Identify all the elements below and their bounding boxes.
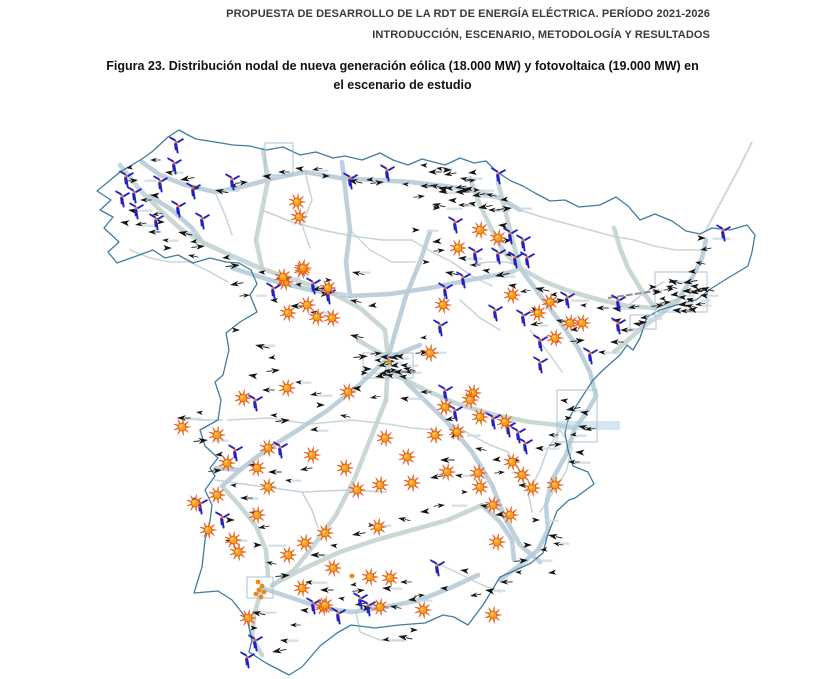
node-arrow-icon [553,541,561,547]
node-label-smudge [467,435,481,437]
node-label-smudge [415,600,433,602]
report-header-line-2: INTRODUCCIÓN, ESCENARIO, METODOLOGÍA Y RESULTADOS [372,29,710,41]
node-tail [692,306,697,307]
node-label-smudge [452,505,468,507]
node-label-smudge [577,435,587,437]
node-label-smudge [317,430,329,432]
node-label-smudge [169,240,179,242]
node-label-smudge [319,170,329,172]
figure-caption-line-2: el escenario de estudio [333,78,472,92]
node-label-smudge [389,640,405,642]
node-label-smudge [287,640,299,642]
node-label-smudge [269,176,283,178]
node-arrow-icon [548,570,557,576]
node-arrow-icon [575,449,585,456]
node-label-smudge [572,300,590,302]
node-arrow-icon [695,302,702,308]
node-label-smudge [427,230,439,232]
generation-dot [254,592,259,597]
node-label-smudge [647,318,663,320]
generation-dot [259,595,264,600]
node-label-smudge [389,588,403,590]
transmission-line [386,362,388,400]
substation-node-marker [575,449,585,456]
node-label-smudge [447,208,463,210]
node-label-smudge [317,395,333,397]
generation-dot [262,590,267,595]
node-label-smudge [302,382,312,384]
substation-node-marker [410,627,418,632]
substation-node-marker [547,532,563,541]
node-tail [238,283,244,284]
node-tail [701,303,706,304]
node-label-smudge [215,440,229,442]
node-label-smudge [269,545,287,547]
node-label-smudge [257,295,267,297]
generation-dot [260,584,265,589]
node-arrow-icon [410,627,418,632]
france-interconnection-line [706,142,752,230]
node-label-smudge [407,398,425,400]
node-arrow-icon [196,410,203,415]
node-label-smudge [465,258,483,260]
node-label-smudge [713,238,731,240]
node-label-smudge [145,180,157,182]
sun-icon [174,419,191,436]
node-label-smudge [707,295,719,297]
node-label-smudge [542,448,560,450]
node-tail [406,638,412,639]
node-label-smudge [605,352,621,354]
node-label-smudge [407,365,419,367]
secondary-line [190,262,228,282]
substation-node-marker [548,570,557,576]
node-arrow-icon [243,293,250,298]
node-label-smudge [547,520,559,522]
generation-dot [350,574,355,579]
figure-caption-line-1: Figura 23. Distribución nodal de nueva generación eólica (18.000 MW) y fotovoltaica (19.000 MW) en [106,59,699,73]
node-tail [193,441,199,442]
generation-dot [387,360,392,365]
substation-node-marker [230,280,244,288]
node-label-smudge [172,172,184,174]
node-label-smudge [337,294,351,296]
substation-node-marker [239,293,250,299]
sun-icon [485,607,502,624]
generation-dot [256,580,261,585]
node-tail [556,537,562,538]
node-label-smudge [537,325,549,327]
substation-node-marker [196,410,203,415]
report-header-line-1: PROPUESTA DE DESARROLLO DE LA RDT DE ENERGÍA ELÉCTRICA. PERÍODO 2021-2026 [226,8,710,20]
node-label-smudge [312,582,328,584]
generation-dot [257,588,262,593]
node-label-smudge [519,208,533,210]
node-label-smudge [701,300,711,302]
node-arrow-icon [230,281,240,288]
node-label-smudge [292,480,302,482]
node-label-smudge [535,560,553,562]
node-label-smudge [702,305,712,307]
node-label-smudge [492,590,506,592]
node-label-smudge [229,258,241,260]
